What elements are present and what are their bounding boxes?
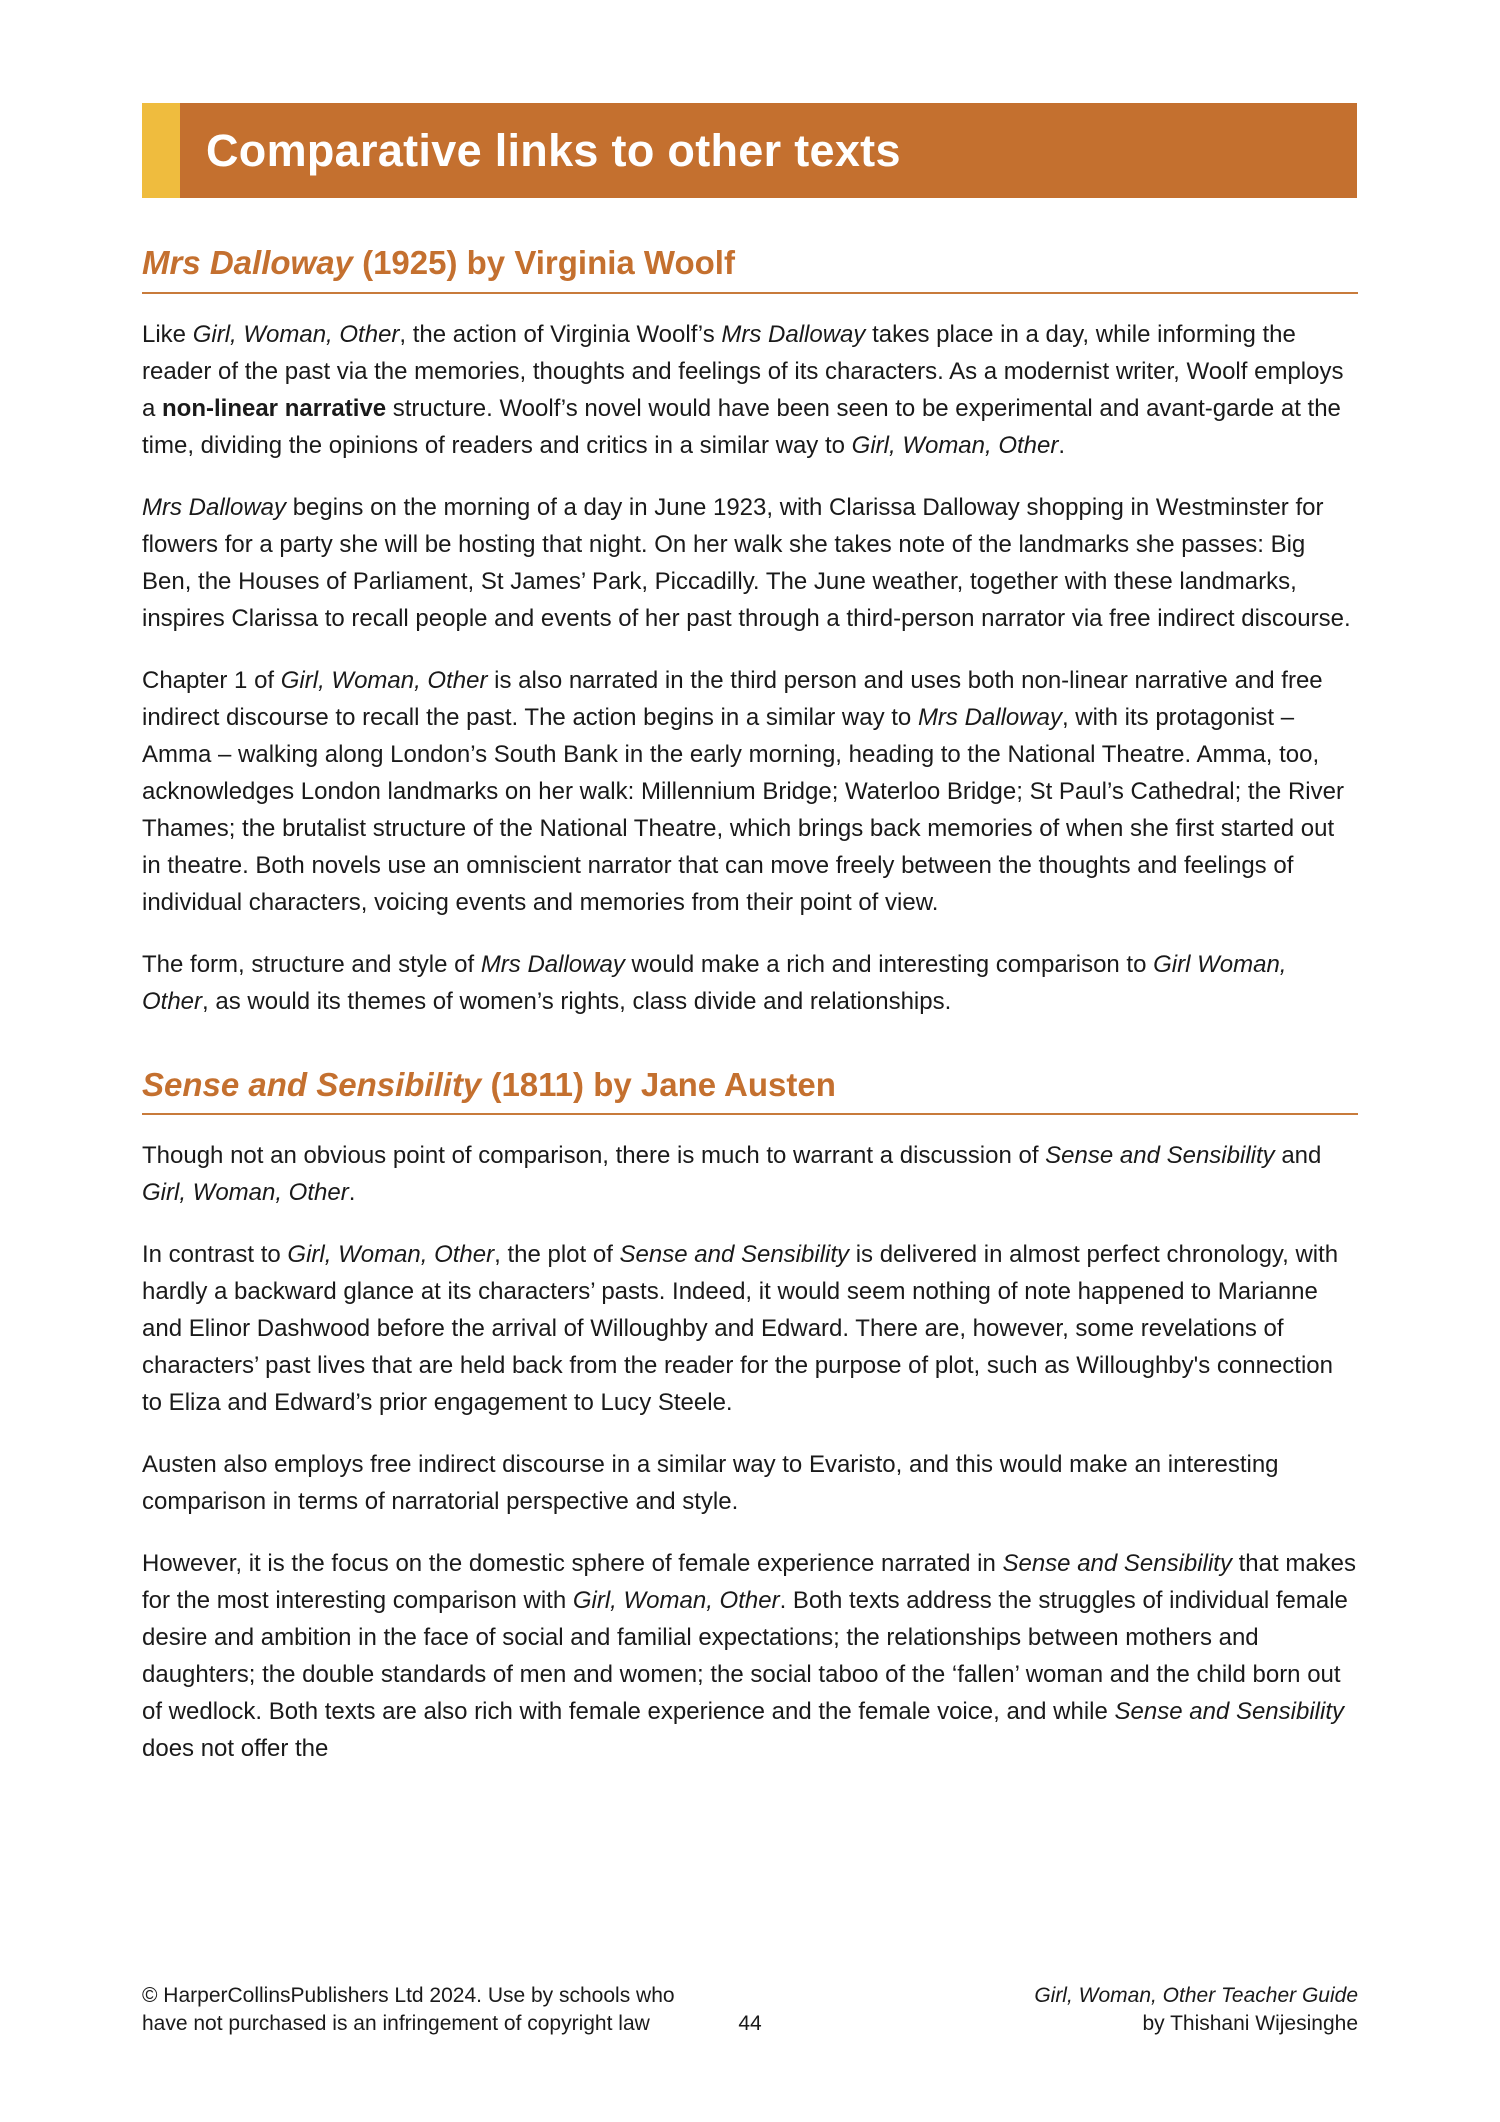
body-paragraph [142,1137,1358,1211]
copyright-notice [142,1982,675,2038]
body-paragraph [142,489,1358,637]
body-paragraph [142,316,1358,464]
text-segment: and [1274,1142,1322,1170]
text-segment: . Both texts address the struggles of individual female desire and ambition in the face of social and familial expectations; the relationships between mothers and daughters; the double standards of men and women; the social taboo of the ‘fallen’ woman and the child born out of wedlock. Both texts are also rich with female experience and the female voice, and while [142,1587,1348,1726]
section-heading [142,243,1358,283]
text-segment: Sense and Sensibility [619,1241,850,1269]
page-number: 44 [738,2012,762,2035]
text-segment: is delivered in almost perfect chronology, with hardly a backward glance at its characters’ pasts. Indeed, it would seem nothing of note happened to Marianne and Elinor Dashwood before the arrival of Willoughby and Edward. There are, however, some revelations of characters’ past lives that are held back from the reader for the purpose of plot, such as Willoughby's connection to Eliza and Edward’s prior engagement to Lucy Steele. [142,1241,1339,1417]
text-segment: (1811) by Jane Austen [481,1065,836,1103]
text-segment: Girl, Woman, Other [142,1179,349,1207]
text-segment: Mrs Dalloway [142,493,287,521]
text-segment: that makes for the most interesting comparison with [142,1550,1357,1615]
text-segment: Mrs Dalloway [917,703,1062,731]
text-segment: is also narrated in the third person and uses both non-linear narrative and free indirect discourse to recall the past. The action begins in a similar way to [142,666,1323,731]
text-section [142,243,1358,1020]
text-segment: (1925) by Virginia Woolf [352,244,735,281]
text-segment: does not offer the [142,1735,329,1763]
page-title: Comparative links to other texts [206,124,901,176]
heading-rule [142,292,1358,294]
section-heading [142,1065,1358,1105]
text-segment: non-linear narrative [162,394,387,422]
banner-accent-bar [142,103,180,198]
text-segment: Mrs Dalloway [721,320,866,348]
body-paragraph [142,1545,1358,1767]
text-segment: Girl Woman, Other [142,950,1287,1015]
text-segment: Chapter 1 of [142,666,281,694]
text-segment: , the action of Virginia Woolf’s [399,320,722,348]
text-segment: Girl, Woman, Other [280,666,488,694]
text-segment: structure. Woolf’s novel would have been seen to be experimental and avant-garde at the time, dividing the opinions of readers and critics in a similar way to [142,394,1341,459]
text-segment: Sense and Sensibility [142,1065,482,1103]
copyright-line-1: © HarperCollinsPublishers Ltd 2024. Use by schools who [142,1984,675,2007]
text-segment: Austen also employs free indirect discourse in a similar way to Evaristo, and this would make an interesting comparison in terms of narratorial perspective and style. [142,1451,1279,1516]
banner-background [180,103,1357,198]
body-paragraph [142,1236,1358,1421]
section-banner [142,103,1357,198]
text-segment: Girl, Woman, Other [192,320,400,348]
text-segment: Girl, Woman, Other [287,1241,495,1269]
document-content [142,243,1358,1767]
text-segment: In contrast to [142,1241,288,1269]
body-paragraph [142,662,1358,921]
text-segment: would make a rich and interesting comparison to [624,950,1154,978]
text-segment: begins on the morning of a day in June 1923, with Clarissa Dalloway shopping in Westminster for flowers for a party she will be hosting that night. On her walk she takes note of the landmarks she passes: Big Ben, the Houses of Parliament, St James’ Park, Piccadilly. The June weather, together with these landmarks, inspires Clarissa to recall people and events of her past through a third-person narrator via free indirect discourse. [142,493,1351,632]
text-segment: However, it is the focus on the domestic sphere of female experience narrated in [142,1550,1003,1578]
text-segment: , as would its themes of women’s rights, class divide and relationships. [202,987,952,1015]
text-segment: The form, structure and style of [142,950,481,978]
body-paragraph [142,946,1358,1020]
text-segment: Mrs Dalloway [480,950,625,978]
text-segment: Sense and Sensibility [1045,1142,1275,1170]
text-segment: , the plot of [494,1241,620,1269]
text-segment: Girl, Woman, Other [572,1587,780,1615]
text-segment: Sense and Sensibility [1114,1698,1344,1726]
text-segment: Girl, Woman, Other [851,431,1059,459]
heading-rule [142,1113,1358,1115]
text-segment: takes place in a day, while informing the reader of the past via the memories, thoughts and feelings of its characters. As a modernist writer, Woolf employs a [142,320,1344,422]
text-segment: Mrs Dalloway [142,244,353,281]
copyright-line-2: have not purchased is an infringement of copyright law [142,2012,650,2035]
text-segment: Though not an obvious point of comparison, there is much to warrant a discussion of [142,1142,1046,1170]
body-paragraph [142,1446,1358,1520]
text-section [142,1065,1358,1768]
guide-author: by Thishani Wijesinghe [1142,2012,1358,2035]
text-segment: , with its protagonist – Amma – walking along London’s South Bank in the early morning, heading to the National Theatre. Amma, too, acknowledges London landmarks on her walk: Millennium Bridge; Waterloo Bridge; St Paul’s Cathedral; the River Thames; the brutalist structure of the National Theatre, which brings back memories of when she first started out in theatre. Both novels use an omniscient narrator that can move freely between the thoughts and feelings of individual characters, voicing events and memories from their point of view. [142,703,1344,916]
text-segment: . [1058,431,1066,459]
text-segment: . [348,1179,356,1207]
footer-attribution [1034,1982,1358,2038]
text-segment: Like [142,320,193,348]
guide-title: Girl, Woman, Other Teacher Guide [1034,1984,1358,2007]
text-segment: Sense and Sensibility [1002,1550,1232,1578]
